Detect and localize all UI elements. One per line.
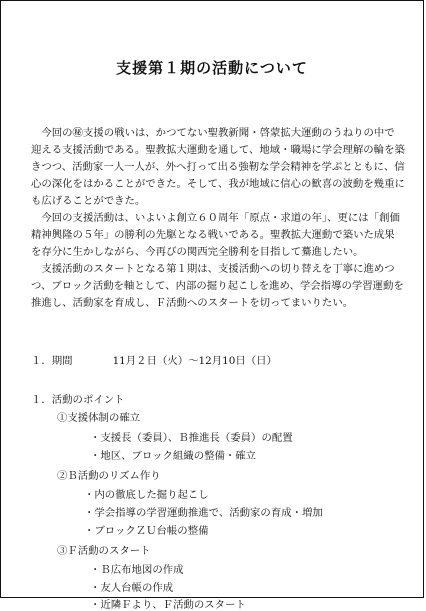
section-3-item-1: ・Ｂ広布地図の作成	[90, 564, 184, 576]
period-line	[31, 352, 405, 367]
paragraph-1: 今回の㊙支援の戦いは、かつてない聖教新聞・啓蒙拡大運動のうねりの中で迎える支援活動である。聖教拡大運動を通して、地域・職場に学会理解の輪を築きつつ、活動家一人一人が、外へ打って出る強靭な学会精神を学ぶとともに、信心の深化をはかることができた。そして、我が地域に信心の歓喜の波動を幾重にも広げることができた。	[31, 127, 405, 207]
section-2-item-2: ・学会指導の学習運動推進で、活動家の育成・増加	[84, 507, 323, 519]
points-heading: １．活動のポイント	[31, 394, 125, 406]
period-label: １．期間	[31, 355, 73, 367]
section-3-item-3: ・近隣Ｆより、Ｆ活動のスタート	[90, 599, 246, 611]
paragraph-2: 今回の支援活動は、いよいよ創立６０周年「原点・求道の年」、更には「創価精神興隆の５年」の勝利の先駆となる戦いである。聖教拡大運動で築いた成果を存分に生かしながら、今再びの関西完全勝利を目指して驀進したい。	[31, 212, 400, 258]
section-2-item-3: ・ブロックＺＵ台帳の整備	[84, 525, 209, 537]
section-2-item-1: ・内の徹底した掘り起こし	[84, 489, 209, 501]
document-title: 支援第１期の活動について	[116, 59, 308, 77]
section-heading-1: ①支援体制の確立	[57, 412, 141, 424]
section-1-item-2: ・地区、ブロック組織の整備・確立	[90, 450, 257, 462]
section-3-item-2: ・友人台帳の作成	[90, 582, 174, 594]
intro-text	[31, 125, 405, 312]
paragraph-3: 支援活動のスタートとなる第１期は、支援活動への切り替えを丁寧に進めつつ、ブロック活動を軸として、内部の掘り起こしを進め、学会指導の学習運動を推進し、活動家を育成し、Ｆ活動へのスタートを切ってまいりたい。	[31, 263, 404, 309]
section-1-item-1: ・支援長（委員）、Ｂ推進長（委員）の配置	[90, 432, 293, 444]
section-heading-3: ③Ｆ活動のスタート	[57, 545, 151, 557]
period-value: 11月２日（火）～12月10日（日）	[112, 355, 277, 367]
section-heading-2: ②Ｂ活動のリズム作り	[57, 470, 161, 482]
